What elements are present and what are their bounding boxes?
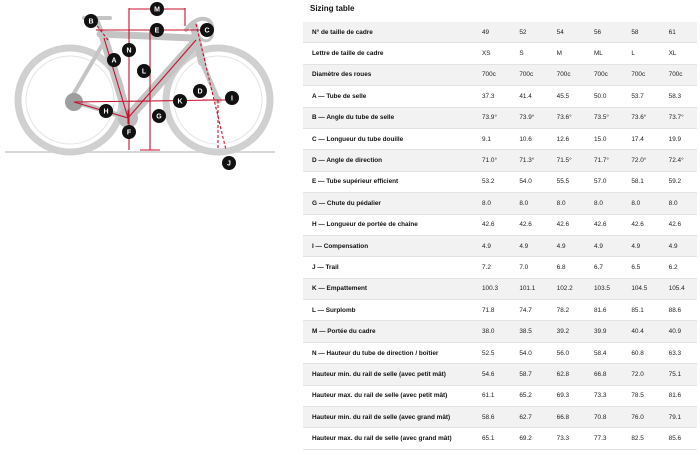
table-cell: 61 <box>660 22 697 43</box>
marker-d <box>193 84 207 98</box>
table-cell: 73.9° <box>473 107 510 128</box>
table-cell: 8.0 <box>622 193 659 214</box>
table-cell: 38.5 <box>510 321 547 342</box>
table-row <box>303 171 697 192</box>
marker-f <box>122 125 136 139</box>
table-cell: 42.6 <box>660 214 697 235</box>
table-row <box>303 278 697 299</box>
table-cell: 78.5 <box>622 385 659 406</box>
table-cell: 17.4 <box>622 128 659 149</box>
table-cell: M <box>548 43 585 64</box>
table-cell: 58.4 <box>585 342 622 363</box>
table-cell: 10.6 <box>510 128 547 149</box>
table-cell: 4.9 <box>548 235 585 256</box>
table-cell: 85.6 <box>660 428 697 449</box>
table-row <box>303 385 697 406</box>
table-cell: 81.6 <box>660 385 697 406</box>
marker-i <box>225 91 239 105</box>
table-row <box>303 364 697 385</box>
marker-c <box>200 23 214 37</box>
row-label: C — Longueur du tube douille <box>303 128 473 149</box>
table-cell: 63.3 <box>660 342 697 363</box>
row-label: B — Angle du tube de selle <box>303 107 473 128</box>
table-cell: 700c <box>473 64 510 85</box>
table-cell: 8.0 <box>585 193 622 214</box>
table-cell: 71.7° <box>585 150 622 171</box>
table-cell: 45.5 <box>548 86 585 107</box>
table-cell: L <box>622 43 659 64</box>
marker-e <box>150 23 164 37</box>
svg-text:B: B <box>88 18 94 26</box>
table-cell: 82.5 <box>622 428 659 449</box>
table-row <box>303 43 697 64</box>
table-cell: 37.3 <box>473 86 510 107</box>
table-cell: 58 <box>622 22 659 43</box>
table-cell: 59.2 <box>660 171 697 192</box>
table-cell: 8.0 <box>473 193 510 214</box>
table-cell: 85.1 <box>622 300 659 321</box>
table-cell: 41.4 <box>510 86 547 107</box>
table-row <box>303 257 697 278</box>
table-cell: 700c <box>548 64 585 85</box>
table-cell: 104.5 <box>622 278 659 299</box>
table-cell: 52 <box>510 22 547 43</box>
svg-text:A: A <box>111 57 117 65</box>
table-cell: 6.2 <box>660 257 697 278</box>
svg-text:I: I <box>231 95 233 103</box>
table-cell: 50.0 <box>585 86 622 107</box>
table-cell: 53.7 <box>622 86 659 107</box>
table-cell: 71.3° <box>510 150 547 171</box>
table-cell: 4.9 <box>585 235 622 256</box>
table-cell: 53.2 <box>473 171 510 192</box>
table-row <box>303 300 697 321</box>
table-cell: 58.1 <box>622 171 659 192</box>
marker-g <box>152 109 166 123</box>
table-cell: ML <box>585 43 622 64</box>
table-row <box>303 214 697 235</box>
table-cell: 69.2 <box>510 428 547 449</box>
table-cell: 73.9° <box>510 107 547 128</box>
row-label: J — Trail <box>303 257 473 278</box>
sizing-table-body <box>303 22 697 449</box>
table-cell: 73.5° <box>585 107 622 128</box>
table-row <box>303 64 697 85</box>
row-label: G — Chute du pédalier <box>303 193 473 214</box>
svg-text:M: M <box>154 6 160 14</box>
table-cell: 103.5 <box>585 278 622 299</box>
table-cell: 12.6 <box>548 128 585 149</box>
row-label: N — Hauteur du tube de direction / boîtier <box>303 342 473 363</box>
row-label: Hauteur max. du rail de selle (avec grand mât) <box>303 428 473 449</box>
table-cell: 58.3 <box>660 86 697 107</box>
table-cell: 62.8 <box>548 364 585 385</box>
table-cell: 42.6 <box>473 214 510 235</box>
table-cell: 700c <box>510 64 547 85</box>
table-cell: 700c <box>660 64 697 85</box>
table-cell: 54.6 <box>473 364 510 385</box>
table-cell: 8.0 <box>548 193 585 214</box>
table-cell: 60.8 <box>622 342 659 363</box>
table-cell: 7.0 <box>510 257 547 278</box>
table-cell: 65.1 <box>473 428 510 449</box>
row-label: Lettre de taille de cadre <box>303 43 473 64</box>
table-cell: 62.7 <box>510 407 547 428</box>
table-cell: 77.3 <box>585 428 622 449</box>
table-row <box>303 342 697 363</box>
table-cell: 58.7 <box>510 364 547 385</box>
table-row <box>303 193 697 214</box>
table-cell: 75.1 <box>660 364 697 385</box>
table-cell: 73.7° <box>660 107 697 128</box>
table-cell: 101.1 <box>510 278 547 299</box>
table-cell: 71.0° <box>473 150 510 171</box>
table-cell: 4.9 <box>510 235 547 256</box>
table-cell: 58.6 <box>473 407 510 428</box>
table-cell: 6.8 <box>548 257 585 278</box>
svg-text:K: K <box>177 98 183 106</box>
table-cell: 19.9 <box>660 128 697 149</box>
table-cell: 56 <box>585 22 622 43</box>
row-label: N° de taille de cadre <box>303 22 473 43</box>
table-cell: 74.7 <box>510 300 547 321</box>
row-label: A — Tube de selle <box>303 86 473 107</box>
row-label: I — Compensation <box>303 235 473 256</box>
table-cell: 57.0 <box>585 171 622 192</box>
table-cell: 700c <box>585 64 622 85</box>
table-cell: 9.1 <box>473 128 510 149</box>
table-cell: 40.9 <box>660 321 697 342</box>
table-cell: 39.2 <box>548 321 585 342</box>
table-cell: 55.5 <box>548 171 585 192</box>
marker-k <box>173 94 187 108</box>
table-cell: 38.0 <box>473 321 510 342</box>
table-cell: 102.2 <box>548 278 585 299</box>
svg-text:N: N <box>126 47 132 55</box>
sizing-table-title: Sizing table <box>310 4 355 13</box>
table-cell: 52.5 <box>473 342 510 363</box>
marker-j <box>222 156 236 170</box>
table-cell: 40.4 <box>622 321 659 342</box>
table-cell: 72.4° <box>660 150 697 171</box>
marker-a <box>107 53 121 67</box>
table-row <box>303 428 697 449</box>
table-cell: 69.3 <box>548 385 585 406</box>
svg-text:H: H <box>103 108 109 116</box>
row-label: Hauteur max. du rail de selle (avec petit mât) <box>303 385 473 406</box>
table-cell: 81.6 <box>585 300 622 321</box>
row-label: Hauteur min. du rail de selle (avec petit mât) <box>303 364 473 385</box>
table-row <box>303 22 697 43</box>
table-cell: 105.4 <box>660 278 697 299</box>
row-label: K — Empattement <box>303 278 473 299</box>
table-row <box>303 107 697 128</box>
row-label: H — Longueur de portée de chaîne <box>303 214 473 235</box>
table-cell: 76.0 <box>622 407 659 428</box>
svg-text:F: F <box>126 129 132 137</box>
marker-n <box>122 43 136 57</box>
table-cell: 54 <box>548 22 585 43</box>
table-cell: 8.0 <box>660 193 697 214</box>
svg-text:L: L <box>141 68 147 76</box>
table-cell: 42.6 <box>548 214 585 235</box>
table-cell: 65.2 <box>510 385 547 406</box>
table-cell: 54.0 <box>510 342 547 363</box>
svg-text:J: J <box>227 160 231 168</box>
table-row <box>303 407 697 428</box>
table-cell: 42.6 <box>585 214 622 235</box>
table-cell: 7.2 <box>473 257 510 278</box>
table-cell: 73.3 <box>585 385 622 406</box>
table-cell: 4.9 <box>622 235 659 256</box>
svg-text:E: E <box>154 27 160 35</box>
marker-b <box>84 14 98 28</box>
table-cell: 56.0 <box>548 342 585 363</box>
table-cell: 70.8 <box>585 407 622 428</box>
table-cell: 66.8 <box>585 364 622 385</box>
row-label: E — Tube supérieur efficient <box>303 171 473 192</box>
bike-geometry-diagram <box>0 0 300 180</box>
table-cell: XS <box>473 43 510 64</box>
table-cell: 39.9 <box>585 321 622 342</box>
table-cell: 15.0 <box>585 128 622 149</box>
table-cell: 42.6 <box>510 214 547 235</box>
sizing-table <box>303 22 697 450</box>
table-cell: 61.1 <box>473 385 510 406</box>
table-cell: 73.6° <box>622 107 659 128</box>
table-cell: 78.2 <box>548 300 585 321</box>
table-cell: S <box>510 43 547 64</box>
table-cell: 100.3 <box>473 278 510 299</box>
table-cell: 54.0 <box>510 171 547 192</box>
marker-h <box>99 104 113 118</box>
table-cell: 4.9 <box>660 235 697 256</box>
table-cell: 6.7 <box>585 257 622 278</box>
svg-text:C: C <box>204 27 210 35</box>
table-row <box>303 150 697 171</box>
table-cell: 73.6° <box>548 107 585 128</box>
svg-text:G: G <box>156 113 162 121</box>
row-label: Hauteur min. du rail de selle (avec grand mât) <box>303 407 473 428</box>
table-cell: 71.5° <box>548 150 585 171</box>
table-cell: 6.5 <box>622 257 659 278</box>
table-cell: 49 <box>473 22 510 43</box>
table-cell: 72.0° <box>622 150 659 171</box>
table-row <box>303 86 697 107</box>
marker-l <box>137 64 151 78</box>
table-cell: 8.0 <box>510 193 547 214</box>
table-cell: 66.8 <box>548 407 585 428</box>
table-cell: 700c <box>622 64 659 85</box>
row-label: Diamètre des roues <box>303 64 473 85</box>
table-cell: 88.6 <box>660 300 697 321</box>
table-cell: 4.9 <box>473 235 510 256</box>
marker-m <box>150 2 164 16</box>
table-cell: 72.0 <box>622 364 659 385</box>
table-row <box>303 321 697 342</box>
table-row <box>303 235 697 256</box>
row-label: M — Portée du cadre <box>303 321 473 342</box>
row-label: D — Angle de direction <box>303 150 473 171</box>
table-row <box>303 128 697 149</box>
row-label: L — Surplomb <box>303 300 473 321</box>
table-cell: 42.6 <box>622 214 659 235</box>
table-cell: XL <box>660 43 697 64</box>
table-cell: 73.3 <box>548 428 585 449</box>
svg-text:D: D <box>197 88 203 96</box>
table-cell: 71.8 <box>473 300 510 321</box>
table-cell: 79.1 <box>660 407 697 428</box>
